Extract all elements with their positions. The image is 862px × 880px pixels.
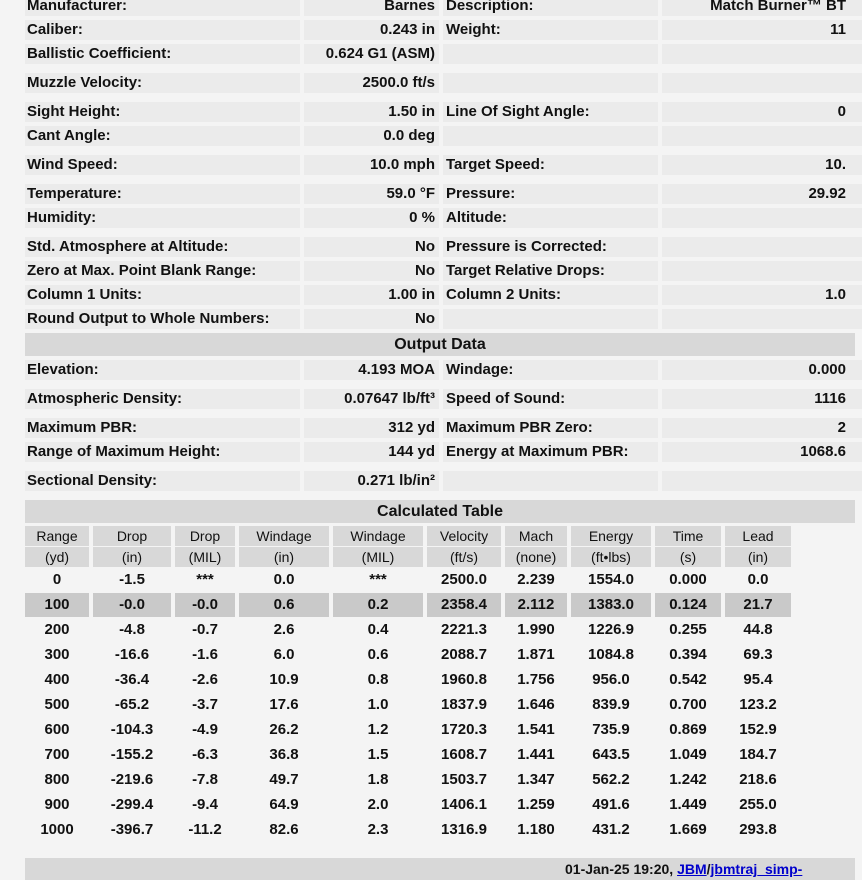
table-cell: 0.000 bbox=[669, 571, 707, 588]
param-label-left: Zero at Max. Point Blank Range: bbox=[25, 261, 300, 281]
param-row bbox=[25, 358, 855, 382]
column-header: (ft/s) bbox=[427, 547, 501, 567]
table-cell: 1.347 bbox=[517, 771, 555, 788]
table-cell: -65.2 bbox=[114, 696, 150, 713]
param-label-right bbox=[443, 309, 658, 329]
param-row bbox=[25, 42, 855, 66]
param-label-left: Humidity: bbox=[25, 208, 300, 228]
table-cell: -219.6 bbox=[110, 771, 154, 788]
param-value-left: 0.07647 lb/ft³ bbox=[304, 389, 439, 409]
param-label-right: Pressure: bbox=[443, 184, 658, 204]
table-cell: -4.9 bbox=[192, 721, 218, 738]
table-cell: 0.6 bbox=[239, 593, 329, 617]
column-header: Energy bbox=[571, 526, 651, 546]
table-cell: 800 bbox=[44, 771, 70, 788]
param-label-left: Sight Height: bbox=[25, 102, 300, 122]
param-label-right: Line Of Sight Angle: bbox=[443, 102, 658, 122]
table-cell: 21.7 bbox=[725, 593, 791, 617]
table-row bbox=[25, 593, 791, 617]
param-label-right: Description: bbox=[443, 0, 658, 16]
output-parameters bbox=[25, 358, 855, 493]
table-cell: 1.990 bbox=[517, 621, 555, 638]
table-cell: 2358.4 bbox=[427, 593, 501, 617]
param-value-right: 1116 bbox=[662, 389, 862, 409]
table-cell: 400 bbox=[44, 671, 70, 688]
table-cell: 0.6 bbox=[367, 646, 389, 663]
column-header: Velocity bbox=[427, 526, 501, 546]
table-cell: 643.5 bbox=[592, 746, 630, 763]
table-cell: 1.2 bbox=[367, 721, 389, 738]
param-label-right bbox=[443, 44, 658, 64]
footer bbox=[25, 858, 855, 880]
table-row bbox=[25, 793, 791, 817]
column-header: (MIL) bbox=[175, 547, 235, 567]
table-cell: 0.124 bbox=[655, 593, 721, 617]
param-label-left: Range of Maximum Height: bbox=[25, 442, 300, 462]
param-row bbox=[25, 307, 855, 331]
table-cell: 10.9 bbox=[269, 671, 299, 688]
param-value-left: No bbox=[304, 237, 439, 257]
table-row bbox=[25, 768, 791, 792]
table-row bbox=[25, 568, 791, 592]
param-label-right: Speed of Sound: bbox=[443, 389, 658, 409]
param-value-right: 0.000 bbox=[662, 360, 862, 380]
table-cell: 82.6 bbox=[269, 821, 299, 838]
table-cell: 1554.0 bbox=[588, 571, 634, 588]
column-header: (MIL) bbox=[333, 547, 423, 567]
param-row bbox=[25, 182, 855, 206]
param-value-left: Barnes bbox=[304, 0, 439, 16]
param-value-left: 0.0 deg bbox=[304, 126, 439, 146]
param-label-left: Elevation: bbox=[25, 360, 300, 380]
param-label-left: Manufacturer: bbox=[25, 0, 300, 16]
param-row bbox=[25, 206, 855, 230]
table-cell: 64.9 bbox=[269, 796, 299, 813]
param-value-left: 144 yd bbox=[304, 442, 439, 462]
table-cell: 491.6 bbox=[592, 796, 630, 813]
table-cell: 431.2 bbox=[592, 821, 630, 838]
table-cell: -0.0 bbox=[175, 593, 235, 617]
table-cell: 1720.3 bbox=[441, 721, 487, 738]
table-cell: 1.259 bbox=[517, 796, 555, 813]
param-row bbox=[25, 259, 855, 283]
footer-timestamp: 01-Jan-25 19:20, bbox=[565, 861, 678, 877]
param-value-right: 1068.6 bbox=[662, 442, 862, 462]
param-label-left: Wind Speed: bbox=[25, 155, 300, 175]
table-cell: 44.8 bbox=[743, 621, 773, 638]
table-cell: 0 bbox=[52, 571, 62, 588]
table-cell: 0.0 bbox=[747, 571, 769, 588]
table-cell: 1.8 bbox=[367, 771, 389, 788]
output-data-title: Output Data bbox=[25, 333, 855, 356]
table-cell: 69.3 bbox=[743, 646, 773, 663]
param-value-left: 1.50 in bbox=[304, 102, 439, 122]
table-cell: 0.255 bbox=[669, 621, 707, 638]
param-label-right: Target Speed: bbox=[443, 155, 658, 175]
table-cell: 1.242 bbox=[669, 771, 707, 788]
param-label-left: Muzzle Velocity: bbox=[25, 73, 300, 93]
param-value-left: 0.243 in bbox=[304, 20, 439, 40]
param-value-right: 2 bbox=[662, 418, 862, 438]
param-row bbox=[25, 283, 855, 307]
param-value-left: 2500.0 ft/s bbox=[304, 73, 439, 93]
table-cell: 956.0 bbox=[592, 671, 630, 688]
table-cell: 200 bbox=[44, 621, 70, 638]
param-row bbox=[25, 235, 855, 259]
column-header: (in) bbox=[93, 547, 171, 567]
table-cell: 1383.0 bbox=[571, 593, 651, 617]
table-cell: 1.871 bbox=[517, 646, 555, 663]
table-cell: -1.6 bbox=[192, 646, 218, 663]
table-cell: 0.4 bbox=[367, 621, 389, 638]
param-value-right bbox=[662, 471, 862, 491]
param-row bbox=[25, 440, 855, 464]
column-header: (yd) bbox=[25, 547, 89, 567]
param-value-right bbox=[662, 208, 862, 228]
table-cell: *** bbox=[196, 571, 214, 588]
table-cell: 600 bbox=[44, 721, 70, 738]
param-label-right: Windage: bbox=[443, 360, 658, 380]
param-value-right: 29.92 bbox=[662, 184, 862, 204]
param-value-right: Match Burner™ BT bbox=[662, 0, 862, 16]
column-header: Windage bbox=[333, 526, 423, 546]
table-cell: 2.112 bbox=[505, 593, 567, 617]
table-cell: -11.2 bbox=[188, 821, 222, 838]
table-row bbox=[25, 643, 791, 667]
table-row bbox=[25, 618, 791, 642]
table-cell: 1503.7 bbox=[441, 771, 487, 788]
param-label-left: Temperature: bbox=[25, 184, 300, 204]
param-value-left: 0 % bbox=[304, 208, 439, 228]
column-header: Time bbox=[655, 526, 721, 546]
table-cell: 1406.1 bbox=[441, 796, 487, 813]
table-cell: 1.669 bbox=[669, 821, 707, 838]
param-value-left: 1.00 in bbox=[304, 285, 439, 305]
param-label-right: Altitude: bbox=[443, 208, 658, 228]
table-cell: -36.4 bbox=[114, 671, 150, 688]
calculated-table bbox=[21, 525, 795, 843]
table-row bbox=[25, 668, 791, 692]
table-cell: 95.4 bbox=[743, 671, 773, 688]
table-cell: 255.0 bbox=[739, 796, 777, 813]
param-label-left: Cant Angle: bbox=[25, 126, 300, 146]
table-cell: 26.2 bbox=[269, 721, 299, 738]
column-header: Windage bbox=[239, 526, 329, 546]
table-cell: 1316.9 bbox=[441, 821, 487, 838]
results-page bbox=[25, 0, 855, 843]
param-value-right: 11 bbox=[662, 20, 862, 40]
param-value-left: No bbox=[304, 309, 439, 329]
table-cell: 1960.8 bbox=[441, 671, 487, 688]
table-cell: 1.646 bbox=[517, 696, 555, 713]
param-row bbox=[25, 18, 855, 42]
param-row bbox=[25, 387, 855, 411]
param-label-left: Round Output to Whole Numbers: bbox=[25, 309, 300, 329]
table-cell: -6.3 bbox=[192, 746, 218, 763]
table-cell: 1.0 bbox=[367, 696, 389, 713]
column-header: (in) bbox=[725, 547, 791, 567]
column-header: Drop bbox=[93, 526, 171, 546]
table-cell: 6.0 bbox=[273, 646, 295, 663]
table-cell: -9.4 bbox=[192, 796, 218, 813]
column-header: (s) bbox=[655, 547, 721, 567]
table-cell: *** bbox=[369, 571, 387, 588]
param-value-left: 0.624 G1 (ASM) bbox=[304, 44, 439, 64]
table-cell: -155.2 bbox=[110, 746, 154, 763]
table-cell: 1084.8 bbox=[588, 646, 634, 663]
table-cell: 1.449 bbox=[669, 796, 707, 813]
param-label-right bbox=[443, 126, 658, 146]
table-cell: 152.9 bbox=[739, 721, 777, 738]
column-header: (none) bbox=[505, 547, 567, 567]
param-row bbox=[25, 100, 855, 124]
table-cell: -2.6 bbox=[192, 671, 218, 688]
table-cell: 100 bbox=[25, 593, 89, 617]
table-cell: 0.8 bbox=[367, 671, 389, 688]
table-cell: 300 bbox=[44, 646, 70, 663]
table-cell: 1837.9 bbox=[441, 696, 487, 713]
param-label-right: Target Relative Drops: bbox=[443, 261, 658, 281]
param-label-right bbox=[443, 73, 658, 93]
param-value-right: 0 bbox=[662, 102, 862, 122]
param-value-left: 312 yd bbox=[304, 418, 439, 438]
table-cell: -3.7 bbox=[192, 696, 218, 713]
param-label-right: Column 2 Units: bbox=[443, 285, 658, 305]
param-value-left: 59.0 °F bbox=[304, 184, 439, 204]
column-header: (in) bbox=[239, 547, 329, 567]
table-cell: 2.3 bbox=[367, 821, 389, 838]
table-cell: 184.7 bbox=[739, 746, 777, 763]
calculated-table-title: Calculated Table bbox=[25, 500, 855, 523]
table-cell: 2.6 bbox=[273, 621, 295, 638]
table-cell: 0.542 bbox=[669, 671, 707, 688]
table-cell: 1.049 bbox=[669, 746, 707, 763]
table-row bbox=[25, 743, 791, 767]
table-cell: 2088.7 bbox=[441, 646, 487, 663]
param-label-right: Weight: bbox=[443, 20, 658, 40]
table-cell: -7.8 bbox=[192, 771, 218, 788]
table-cell: -0.0 bbox=[93, 593, 171, 617]
column-header: Drop bbox=[175, 526, 235, 546]
footer-separator: / bbox=[706, 861, 711, 877]
table-row bbox=[25, 818, 791, 842]
param-value-left: 4.193 MOA bbox=[304, 360, 439, 380]
table-cell: 900 bbox=[44, 796, 70, 813]
jbmtraj-link[interactable]: jbmtraj_simp- bbox=[710, 861, 803, 877]
table-cell: 735.9 bbox=[592, 721, 630, 738]
param-value-right bbox=[662, 73, 862, 93]
column-header: Lead bbox=[725, 526, 791, 546]
table-header-row bbox=[25, 526, 791, 546]
table-row bbox=[25, 693, 791, 717]
param-row bbox=[25, 0, 855, 18]
table-cell: -1.5 bbox=[119, 571, 145, 588]
table-cell: -0.7 bbox=[192, 621, 218, 638]
table-cell: 0.0 bbox=[273, 571, 295, 588]
param-label-left: Caliber: bbox=[25, 20, 300, 40]
table-cell: 293.8 bbox=[739, 821, 777, 838]
param-label-left: Ballistic Coefficient: bbox=[25, 44, 300, 64]
param-value-right bbox=[662, 126, 862, 146]
column-header: (ft•lbs) bbox=[571, 547, 651, 567]
table-cell: 1000 bbox=[40, 821, 74, 838]
table-cell: 17.6 bbox=[269, 696, 299, 713]
table-cell: 0.700 bbox=[669, 696, 707, 713]
param-label-left: Std. Atmosphere at Altitude: bbox=[25, 237, 300, 257]
table-cell: 2.0 bbox=[367, 796, 389, 813]
param-value-right bbox=[662, 309, 862, 329]
table-cell: 1.541 bbox=[517, 721, 555, 738]
param-label-left: Atmospheric Density: bbox=[25, 389, 300, 409]
param-row bbox=[25, 153, 855, 177]
table-cell: 839.9 bbox=[592, 696, 630, 713]
table-cell: 218.6 bbox=[739, 771, 777, 788]
table-cell: 1.441 bbox=[517, 746, 555, 763]
table-cell: 1.180 bbox=[517, 821, 555, 838]
table-cell: 2.239 bbox=[517, 571, 555, 588]
param-value-left: No bbox=[304, 261, 439, 281]
table-cell: -396.7 bbox=[110, 821, 154, 838]
table-header-row bbox=[25, 547, 791, 567]
param-label-right: Maximum PBR Zero: bbox=[443, 418, 658, 438]
table-cell: 1226.9 bbox=[588, 621, 634, 638]
table-cell: -4.8 bbox=[119, 621, 145, 638]
param-label-right: Energy at Maximum PBR: bbox=[443, 442, 658, 462]
param-value-right: 1.0 bbox=[662, 285, 862, 305]
param-label-right bbox=[443, 471, 658, 491]
param-label-left: Maximum PBR: bbox=[25, 418, 300, 438]
table-cell: 1.756 bbox=[517, 671, 555, 688]
table-cell: 700 bbox=[44, 746, 70, 763]
param-row bbox=[25, 71, 855, 95]
table-cell: 36.8 bbox=[269, 746, 299, 763]
table-cell: 562.2 bbox=[592, 771, 630, 788]
param-value-right bbox=[662, 261, 862, 281]
table-cell: 2221.3 bbox=[441, 621, 487, 638]
column-header: Mach bbox=[505, 526, 567, 546]
table-cell: 1608.7 bbox=[441, 746, 487, 763]
param-row bbox=[25, 469, 855, 493]
table-cell: -16.6 bbox=[114, 646, 150, 663]
table-cell: 1.5 bbox=[367, 746, 389, 763]
param-label-right: Pressure is Corrected: bbox=[443, 237, 658, 257]
table-cell: 0.869 bbox=[669, 721, 707, 738]
table-cell: 0.2 bbox=[333, 593, 423, 617]
param-label-left: Column 1 Units: bbox=[25, 285, 300, 305]
param-value-right bbox=[662, 44, 862, 64]
table-row bbox=[25, 718, 791, 742]
jbm-link[interactable]: JBM bbox=[677, 861, 707, 877]
param-value-left: 0.271 lb/in² bbox=[304, 471, 439, 491]
input-parameters bbox=[25, 0, 855, 331]
param-value-right bbox=[662, 237, 862, 257]
param-row bbox=[25, 124, 855, 148]
param-value-left: 10.0 mph bbox=[304, 155, 439, 175]
table-cell: 0.394 bbox=[669, 646, 707, 663]
table-cell: 2500.0 bbox=[441, 571, 487, 588]
param-label-left: Sectional Density: bbox=[25, 471, 300, 491]
param-row bbox=[25, 416, 855, 440]
param-value-right: 10. bbox=[662, 155, 862, 175]
table-cell: 500 bbox=[44, 696, 70, 713]
column-header: Range bbox=[25, 526, 89, 546]
table-cell: 123.2 bbox=[739, 696, 777, 713]
table-cell: -299.4 bbox=[110, 796, 154, 813]
table-cell: 49.7 bbox=[269, 771, 299, 788]
table-cell: -104.3 bbox=[110, 721, 154, 738]
